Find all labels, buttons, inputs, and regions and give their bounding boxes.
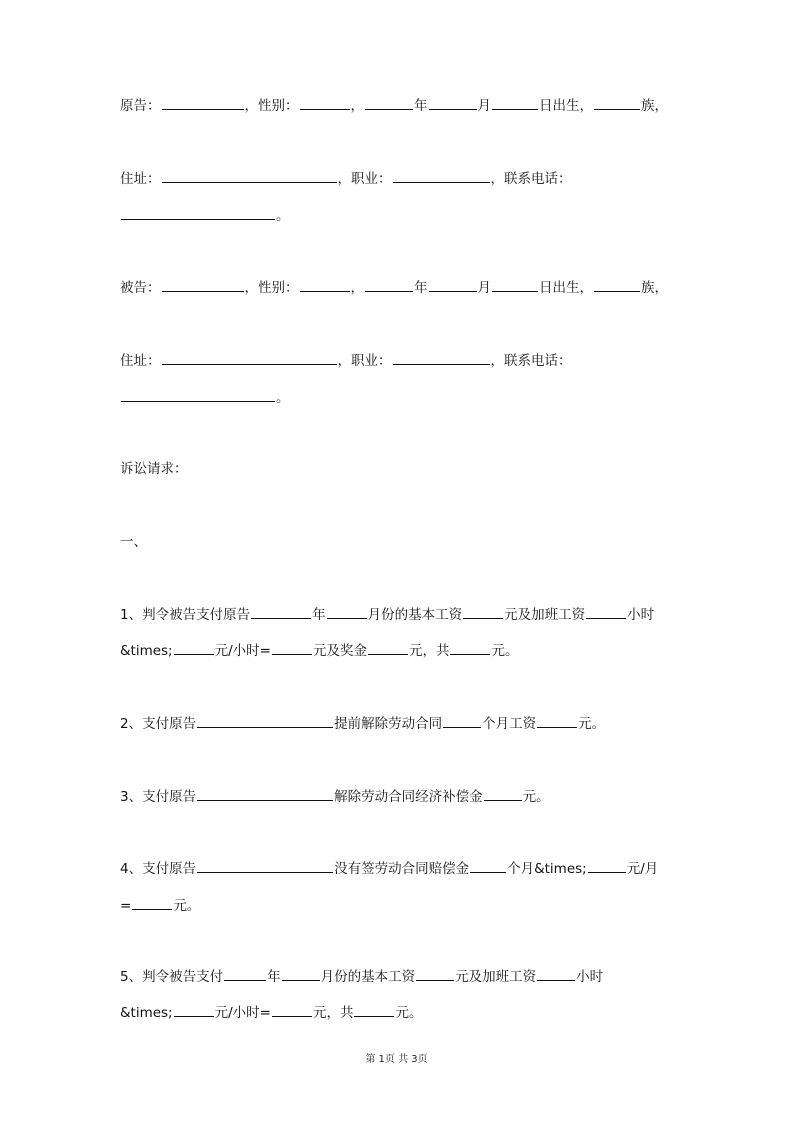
plaintiff-name-field[interactable] — [162, 96, 244, 110]
gender-label: ，性别： — [244, 98, 299, 114]
plaintiff-address-line — [120, 169, 572, 187]
claim-1-line-cont — [120, 641, 518, 659]
defendant-phone-field[interactable] — [121, 388, 275, 402]
claim-1-hourly-rate-field[interactable] — [174, 641, 214, 655]
plaintiff-info-line — [120, 96, 668, 114]
defendant-phone-line — [120, 388, 290, 406]
gender-label: ，性别： — [244, 280, 299, 296]
claim-text: 1、判令被告支付原告 — [120, 607, 251, 623]
claim-text: 元。 — [578, 716, 606, 732]
claim-text: &times; — [120, 643, 173, 659]
claim-text: 个月工资 — [482, 716, 537, 732]
plaintiff-phone-field[interactable] — [121, 206, 275, 220]
claim-1-line — [120, 605, 654, 623]
claim-4-line-cont — [120, 896, 200, 914]
separator: ， — [350, 98, 364, 114]
claim-5-year-field[interactable] — [224, 967, 266, 981]
claim-1-base-salary-field[interactable] — [463, 605, 503, 619]
month-label: 月 — [477, 280, 491, 296]
claim-text: 元/小时= — [214, 1005, 271, 1021]
defendant-address-field[interactable] — [162, 351, 337, 365]
claim-1-overtime-total-field[interactable] — [272, 641, 312, 655]
end-mark: 。 — [276, 390, 290, 406]
defendant-gender-field[interactable] — [300, 278, 350, 292]
claim-5-line — [120, 967, 603, 985]
claim-text: 元。 — [491, 643, 519, 659]
section-one-heading: 一、 — [120, 534, 147, 550]
claim-2-amount-field[interactable] — [537, 714, 577, 728]
address-label: 住址： — [120, 353, 161, 369]
claim-4-total-field[interactable] — [132, 896, 172, 910]
month-label: 月 — [477, 98, 491, 114]
claim-text: 提前解除劳动合同 — [334, 716, 443, 732]
claim-4-monthly-rate-field[interactable] — [588, 859, 626, 873]
claim-3-line — [120, 787, 550, 805]
claim-5-line-cont — [120, 1003, 422, 1021]
claim-text: 元。 — [522, 789, 550, 805]
plaintiff-ethnicity-field[interactable] — [594, 96, 640, 110]
claim-text: &times; — [120, 1005, 173, 1021]
claim-5-overtime-total-field[interactable] — [272, 1003, 312, 1017]
page-number-footer: 第 1页 共 3页 — [365, 1054, 428, 1065]
claim-text: 小时 — [627, 607, 655, 623]
occupation-label: ，职业： — [337, 171, 392, 187]
claim-5-overtime-hours-field[interactable] — [537, 967, 575, 981]
plaintiff-phone-line — [120, 206, 290, 224]
born-label: 日出生， — [539, 98, 593, 114]
defendant-birth-month-field[interactable] — [429, 278, 477, 292]
defendant-birth-year-field[interactable] — [365, 278, 413, 292]
ethnicity-label: 族， — [641, 280, 668, 296]
plaintiff-address-field[interactable] — [162, 169, 337, 183]
claim-4-months-field[interactable] — [470, 859, 506, 873]
claim-text: 元/月 — [626, 861, 659, 877]
claim-text: 小时 — [576, 969, 604, 985]
claim-3-detail-field[interactable] — [197, 787, 333, 801]
claim-text: 元/小时= — [214, 643, 271, 659]
claim-5-base-salary-field[interactable] — [416, 967, 454, 981]
claims-heading: 诉讼请求： — [120, 461, 188, 477]
claim-1-month-field[interactable] — [327, 605, 367, 619]
plaintiff-birth-month-field[interactable] — [429, 96, 477, 110]
claim-text: 元。 — [173, 898, 201, 914]
claim-1-bonus-field[interactable] — [368, 641, 408, 655]
defendant-name-field[interactable] — [162, 278, 244, 292]
occupation-label: ，职业： — [337, 353, 392, 369]
claim-text: 2、支付原告 — [120, 716, 197, 732]
end-mark: 。 — [276, 208, 290, 224]
claim-5-month-field[interactable] — [282, 967, 320, 981]
defendant-address-line — [120, 351, 572, 369]
separator: ， — [350, 280, 364, 296]
claim-5-hourly-rate-field[interactable] — [174, 1003, 214, 1017]
claim-5-total-field[interactable] — [354, 1003, 394, 1017]
claim-text: 4、支付原告 — [120, 861, 197, 877]
claim-text: 年 — [312, 607, 326, 623]
claim-3-amount-field[interactable] — [484, 787, 522, 801]
claim-1-overtime-hours-field[interactable] — [586, 605, 626, 619]
claim-2-line — [120, 714, 605, 732]
phone-label: ，联系电话： — [490, 171, 572, 187]
plaintiff-birth-year-field[interactable] — [365, 96, 413, 110]
born-label: 日出生， — [539, 280, 593, 296]
claim-text: 个月&times; — [507, 861, 587, 877]
claim-1-total-field[interactable] — [450, 641, 490, 655]
defendant-info-line — [120, 278, 668, 296]
phone-label: ，联系电话： — [490, 353, 572, 369]
year-label: 年 — [414, 280, 428, 296]
defendant-ethnicity-field[interactable] — [594, 278, 640, 292]
defendant-label: 被告： — [120, 280, 161, 296]
claim-text: 元及加班工资 — [455, 969, 537, 985]
claim-2-months-field[interactable] — [443, 714, 481, 728]
claim-text: = — [120, 898, 132, 914]
claim-text: 元及奖金 — [312, 643, 367, 659]
claim-2-detail-field[interactable] — [197, 714, 333, 728]
claim-4-detail-field[interactable] — [197, 859, 333, 873]
plaintiff-label: 原告： — [120, 98, 161, 114]
plaintiff-birth-day-field[interactable] — [492, 96, 538, 110]
year-label: 年 — [414, 98, 428, 114]
claim-text: 元及加班工资 — [504, 607, 586, 623]
claim-text: 元。 — [395, 1005, 423, 1021]
claim-text: 月份的基本工资 — [367, 607, 463, 623]
claim-text: 没有签劳动合同赔偿金 — [334, 861, 470, 877]
claim-text: 元，共 — [408, 643, 450, 659]
plaintiff-occupation-field[interactable] — [393, 169, 490, 183]
claim-4-line — [120, 859, 658, 877]
address-label: 住址： — [120, 171, 161, 187]
claim-text: 年 — [267, 969, 281, 985]
defendant-birth-day-field[interactable] — [492, 278, 538, 292]
defendant-occupation-field[interactable] — [393, 351, 490, 365]
claim-text: 5、判令被告支付 — [120, 969, 224, 985]
claim-text: 月份的基本工资 — [320, 969, 416, 985]
claim-text: 元，共 — [312, 1005, 354, 1021]
claim-1-year-field[interactable] — [251, 605, 311, 619]
claim-text: 3、支付原告 — [120, 789, 197, 805]
plaintiff-gender-field[interactable] — [300, 96, 350, 110]
claim-text: 解除劳动合同经济补偿金 — [334, 789, 483, 805]
ethnicity-label: 族， — [641, 98, 668, 114]
